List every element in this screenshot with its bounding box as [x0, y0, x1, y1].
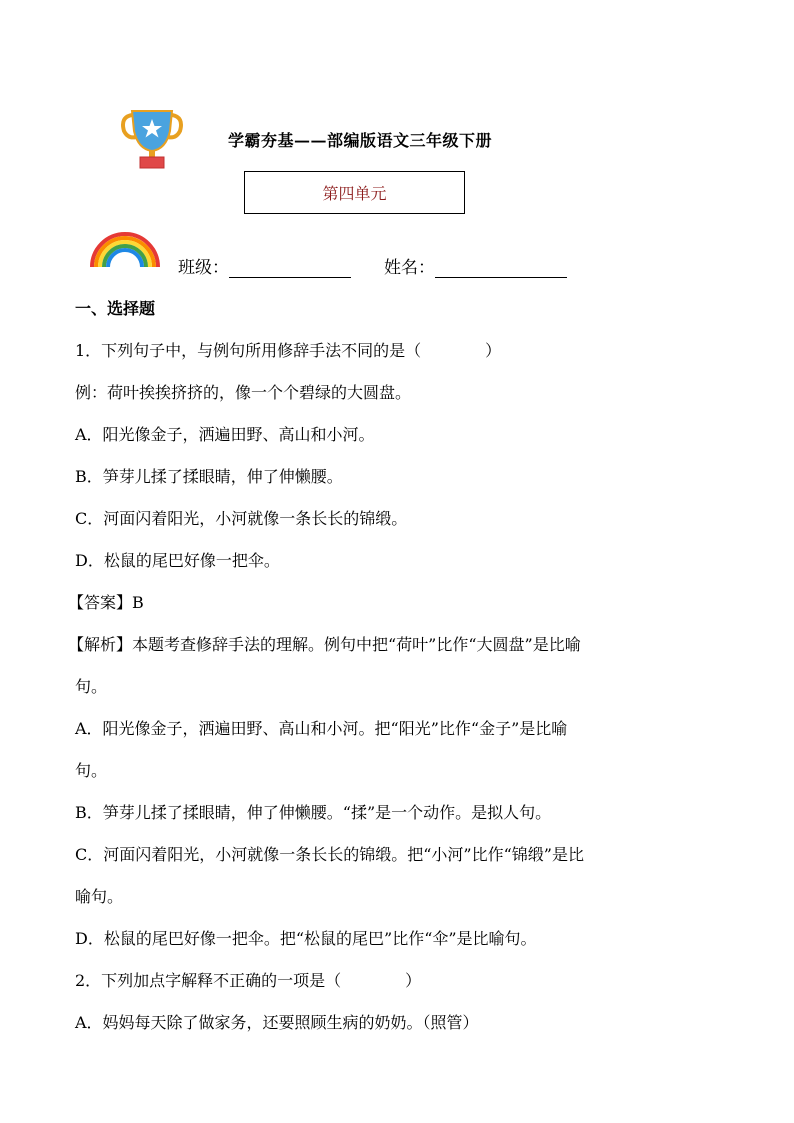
q1-analysis-line: 句。	[75, 677, 108, 696]
q1-analysis-line: 喻句。	[75, 887, 124, 906]
q2-option-a: A．妈妈每天除了做家务，还要照顾生病的奶奶。（照管）	[75, 1013, 479, 1032]
trophy-icon	[118, 105, 186, 171]
name-label: 姓名：	[384, 258, 435, 278]
q1-analysis-line: 【解析】本题考查修辞手法的理解。例句中把“荷叶”比作“大圆盘”是比喻	[68, 635, 581, 654]
unit-title: 第四单元	[322, 184, 387, 203]
class-label: 班级：	[178, 258, 229, 278]
q1-analysis-line: B．笋芽儿揉了揉眼睛，伸了伸懒腰。“揉”是一个动作。是拟人句。	[75, 803, 552, 822]
q1-option-d: D．松鼠的尾巴好像一把伞。	[75, 551, 280, 570]
q1-analysis-line: 句。	[75, 761, 108, 780]
name-field[interactable]	[384, 253, 567, 278]
q1-analysis-line: D．松鼠的尾巴好像一把伞。把“松鼠的尾巴”比作“伞”是比喻句。	[75, 929, 537, 948]
class-field[interactable]	[178, 253, 351, 278]
q1-example: 例：荷叶挨挨挤挤的，像一个个碧绿的大圆盘。	[75, 383, 412, 402]
q1-analysis-line: A．阳光像金子，洒遍田野、高山和小河。把“阳光”比作“金子”是比喻	[75, 719, 568, 738]
q1-stem: 1．下列句子中，与例句所用修辞手法不同的是（ ）	[75, 341, 502, 360]
q2-stem: 2．下列加点字解释不正确的一项是（ ）	[75, 971, 422, 990]
rainbow-icon	[88, 227, 162, 269]
q1-option-c: C．河面闪着阳光，小河就像一条长长的锦缎。	[75, 509, 408, 528]
q1-analysis-line: C．河面闪着阳光，小河就像一条长长的锦缎。把“小河”比作“锦缎”是比	[75, 845, 584, 864]
section-title: 一、选择题	[75, 299, 156, 318]
name-blank[interactable]	[435, 259, 567, 278]
q1-option-a: A．阳光像金子，洒遍田野、高山和小河。	[75, 425, 375, 444]
unit-box	[244, 171, 465, 214]
q1-option-b: B．笋芽儿揉了揉眼睛，伸了伸懒腰。	[75, 467, 343, 486]
class-blank[interactable]	[229, 259, 351, 278]
page-title: 学霸夯基——部编版语文三年级下册	[228, 131, 493, 150]
q1-answer: 【答案】B	[68, 593, 144, 612]
